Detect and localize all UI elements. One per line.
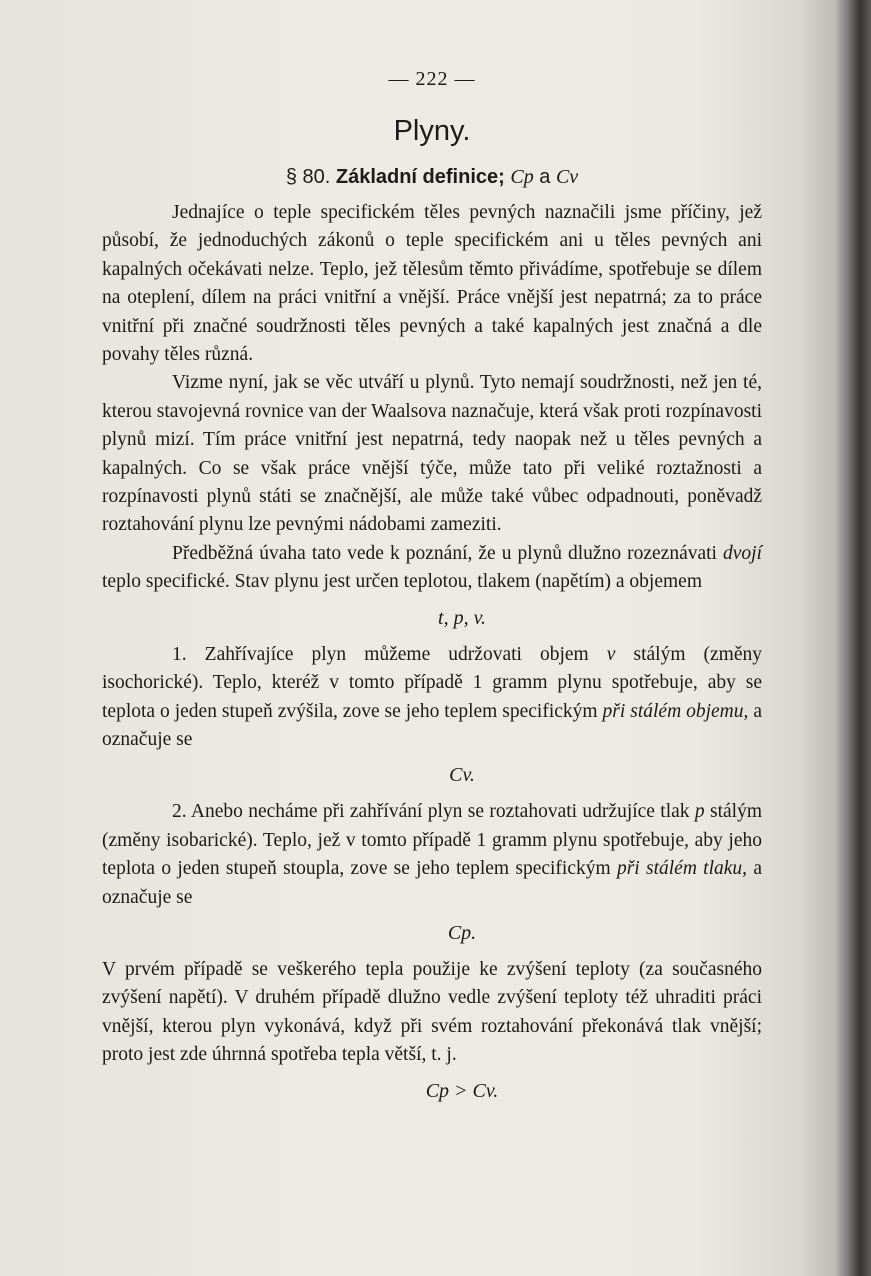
paragraph-6: V prvém případě se veškerého tepla použije ke zvýšení teploty (za současného zvýšení napětí). V druhém případě dlužno vedle zvýšení teploty též uhraditi práci vnější, kterou plyn vykonává, když při svém roztahování překonává tlak vnější; proto jest zde úhrnná spotřeba tepla větší, t. j. [102,958,762,1066]
p4-var-v: v [606,643,616,665]
p4-text-b: stálým (změny isochorické). Teplo, kteréž v tomto případě 1 gramm plynu spotřebuje, aby se teplota o jeden stupeň zvýšila, zove se jeho teplem specifickým [102,643,762,722]
heading-conj: a [539,166,551,188]
section-title: Plyny. [393,115,471,147]
formula-cv: Cv. [449,764,475,787]
formula-inequality: Cp > Cv. [425,1079,499,1102]
p5-var-p: p [694,801,705,823]
paragraph-5 [102,798,762,912]
p4-text-a: 1. Zahřívajíce plyn můžeme udržovati objem [172,643,589,665]
paragraph-2: Vizme nyní, jak se věc utváří u plynů. Tyto nemají soudržnosti, než jen té, kterou stavojevná rovnice van der Waalsova naznačuje, která však proti rozpínavosti plynů mizí. Tím práce vnitřní jest nepatrná, tedy naopak než u těles pevných a kapalných. Co se však práce vnější týče, může tato při veliké roztažnosti a rozpínavosti plynů státi se značnější, ale může také vůbec odpadnouti, poněvadž roztahování plynu lze pevnými nádobami zameziti. [102,372,762,536]
section-heading [102,166,762,189]
page-number: — 222 — [388,68,476,90]
formula-tpv: t, p, v. [438,606,486,629]
paragraph-3 [102,540,762,597]
heading-title: Základní definice; [335,166,505,188]
p5-text-c: a označuje se [102,858,762,908]
book-spine-shadow [835,0,871,1276]
page-content [102,68,762,1114]
p4-emphasis: při stálém objemu, [602,700,749,722]
p3-text-b: teplo specifické. Stav plynu jest určen teplotou, tlakem (napětím) a objemem [102,571,702,593]
p3-emphasis: dvojí [723,542,763,564]
p3-text-a: Předběžná úvaha tato vede k poznání, že u plynů dlužno rozeznávati [172,542,717,564]
formula-cp: Cp. [447,921,477,944]
p5-emphasis: při stálém tlaku, [616,858,748,880]
p4-text-c: a označuje se [102,700,763,750]
p5-text-a: 2. Anebo necháme při zahřívání plyn se roztahovati udržujíce tlak [172,801,690,823]
p5-text-b: stálým (změny isobarické). Teplo, jež v tomto případě 1 gramm plynu spotřebuje, aby jeho teplota o jeden stupeň stoupla, zove se jeho teplem specifickým [102,801,763,880]
section-mark: § 80. [285,166,331,188]
paragraph-4 [102,641,762,755]
heading-cp: Cp [510,166,534,188]
paragraph-1: Jednajíce o teple specifickém těles pevných naznačili jsme příčiny, jež působí, že jednoduchých zákonů o teple specifickém ani u těles pevných ani kapalných očekávati nelze. Teplo, jež tělesům těmto přivádíme, spotřebuje se dílem na oteplení, dílem na práci vnitřní a vnější. Práce vnější jest nepatrná; za to práce vnitřní při značné soudržnosti těles pevných a také kapalných jest značná a dle povahy těles různá. [102,202,762,366]
heading-cv: Cv [555,166,579,188]
